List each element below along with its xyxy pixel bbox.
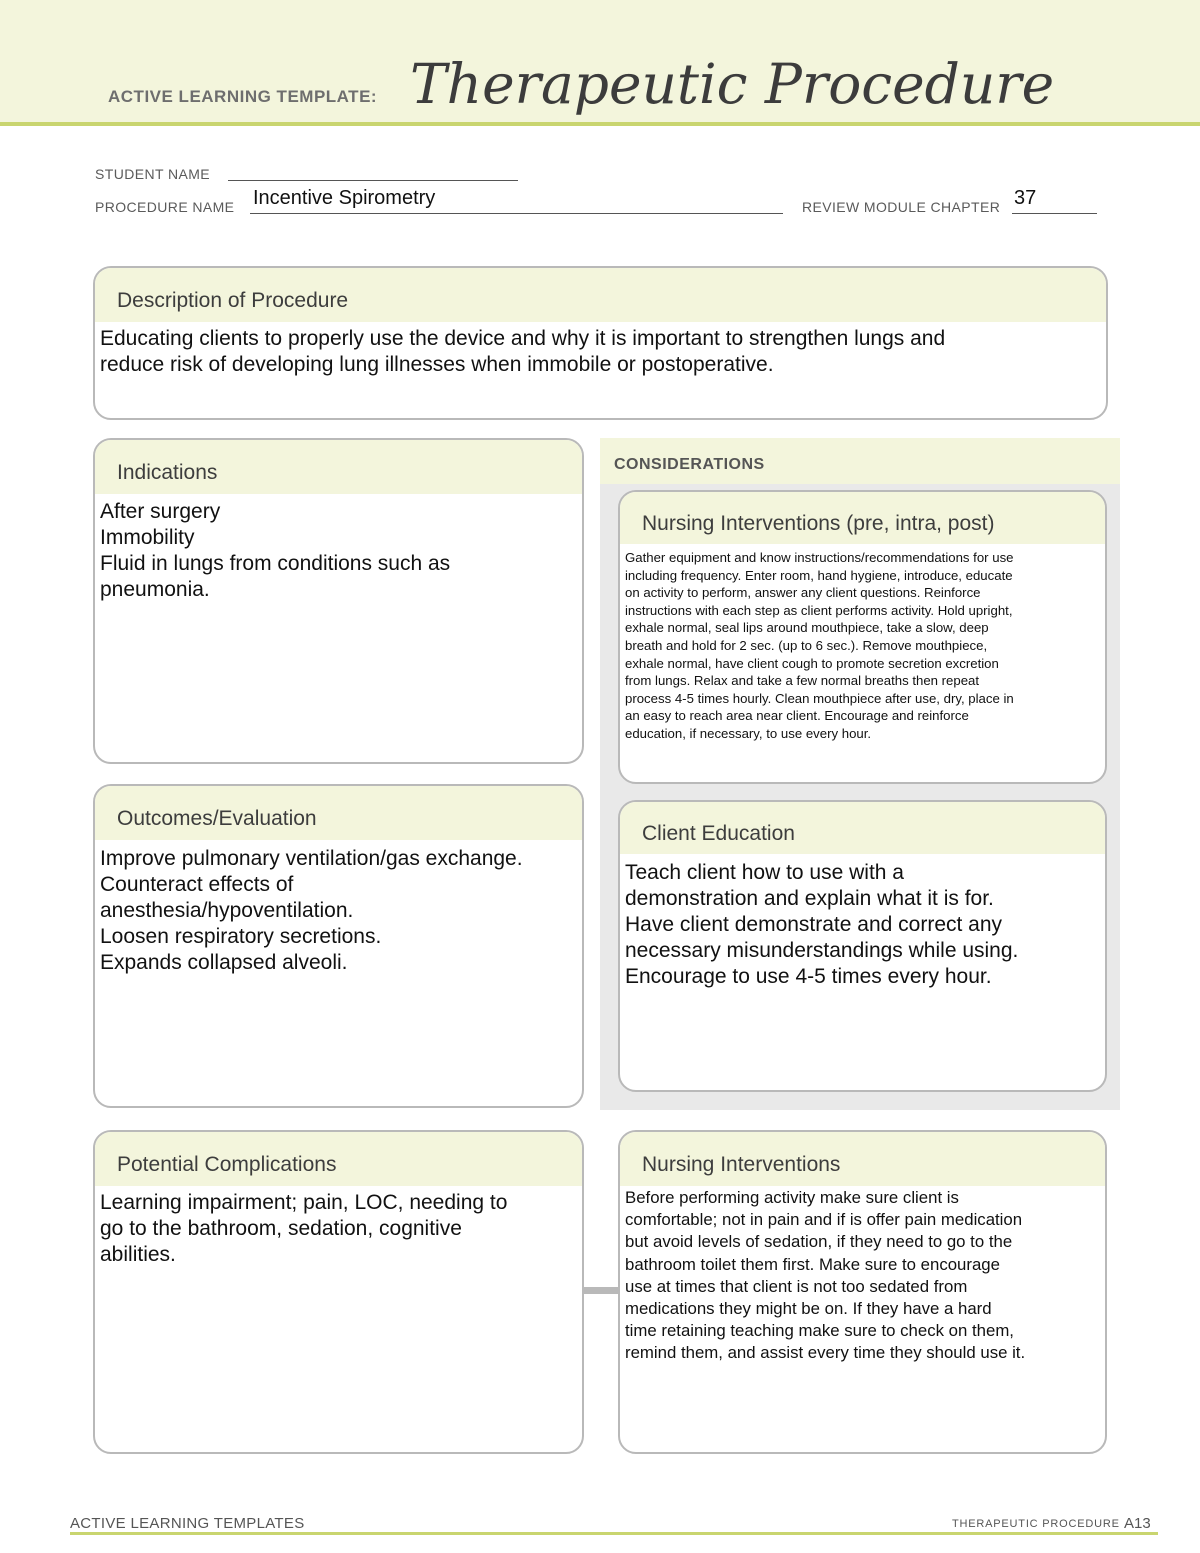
template-label: ACTIVE LEARNING TEMPLATE: bbox=[108, 87, 378, 106]
client-education-title: Client Education bbox=[620, 802, 1105, 854]
connector-bar bbox=[583, 1287, 621, 1294]
review-module-line[interactable] bbox=[1012, 213, 1097, 214]
description-title: Description of Procedure bbox=[95, 268, 1106, 322]
nursing-interventions-title: Nursing Interventions bbox=[620, 1132, 1105, 1186]
considerations-label: CONSIDERATIONS bbox=[614, 456, 765, 473]
indications-text: After surgery Immobility Fluid in lungs from conditions such as pneumonia. bbox=[100, 500, 451, 601]
description-box bbox=[93, 266, 1108, 420]
procedure-name-label: PROCEDURE NAME bbox=[95, 199, 235, 215]
review-module-label: REVIEW MODULE CHAPTER bbox=[802, 199, 1001, 215]
outcomes-box bbox=[93, 784, 584, 1108]
student-name-line[interactable] bbox=[228, 180, 518, 181]
complications-title: Potential Complications bbox=[95, 1132, 582, 1186]
description-text: Educating clients to properly use the device and why it is important to strengthen lungs and reduce risk of developing lung illnesses when immobile or postoperative. bbox=[100, 327, 946, 376]
banner-rule bbox=[0, 122, 1200, 126]
nursing-interventions-text: Before performing activity make sure client is comfortable; not in pain and if is offer pain medication but avoid levels of sedation, if they need to go to the bathroom toilet them first. Make sure to encourage use at times that client is not too sedated from medications they might be on. If they have a hard time retaining teaching make sure to check on them, remind them, and assist every time they should use it. bbox=[625, 1188, 1026, 1363]
page-number: A13 bbox=[1124, 1515, 1151, 1532]
complications-box bbox=[93, 1130, 584, 1454]
nursing-pre-box bbox=[618, 490, 1107, 784]
client-education-text: Teach client how to use with a demonstration and explain what it is for. Have client demonstrate and correct any necessary misunderstandings while using. Encourage to use 4-5 times every hour. bbox=[625, 861, 1019, 988]
procedure-name-line[interactable] bbox=[250, 213, 783, 214]
client-education-box bbox=[618, 800, 1107, 1092]
indications-box bbox=[93, 438, 584, 764]
nursing-pre-title: Nursing Interventions (pre, intra, post) bbox=[620, 492, 1105, 544]
complications-text: Learning impairment; pain, LOC, needing to go to the bathroom, sedation, cognitive abilities. bbox=[100, 1191, 508, 1266]
outcomes-text: Improve pulmonary ventilation/gas exchange. Counteract effects of anesthesia/hypoventilation. Loosen respiratory secretions. Expands collapsed alveoli. bbox=[100, 847, 523, 974]
review-module-value[interactable]: 37 bbox=[1014, 187, 1037, 209]
footer-rule bbox=[70, 1532, 1158, 1535]
outcomes-title: Outcomes/Evaluation bbox=[95, 786, 582, 840]
student-name-label: STUDENT NAME bbox=[95, 166, 210, 182]
indications-title: Indications bbox=[95, 440, 582, 494]
nursing-interventions-box bbox=[618, 1130, 1107, 1454]
footer-right-label: THERAPEUTIC PROCEDURE bbox=[952, 1518, 1120, 1530]
footer-left-label: ACTIVE LEARNING TEMPLATES bbox=[70, 1515, 305, 1532]
page-title: Therapeutic Procedure bbox=[410, 52, 1055, 116]
nursing-pre-text: Gather equipment and know instructions/recommendations for use including frequency. Enter room, hand hygiene, introduce, educate on activity to perform, answer any client questions. Reinforce instructions with each step as client performs activity. Hold upright, exhale normal, seal lips around mouthpiece, take a slow, deep breath and hold for 2 sec. (up to 6 sec.). Remove mouthpiece, exhale normal, have client cough to promote secretion excretion from lungs. Relax and take a few normal breaths then repeat process 4-5 times hourly. Clean mouthpiece after use, dry, place in an easy to reach area near client. Encourage and reinforce education, if necessary, to use every hour. bbox=[625, 550, 1014, 741]
procedure-name-value[interactable]: Incentive Spirometry bbox=[253, 187, 436, 209]
